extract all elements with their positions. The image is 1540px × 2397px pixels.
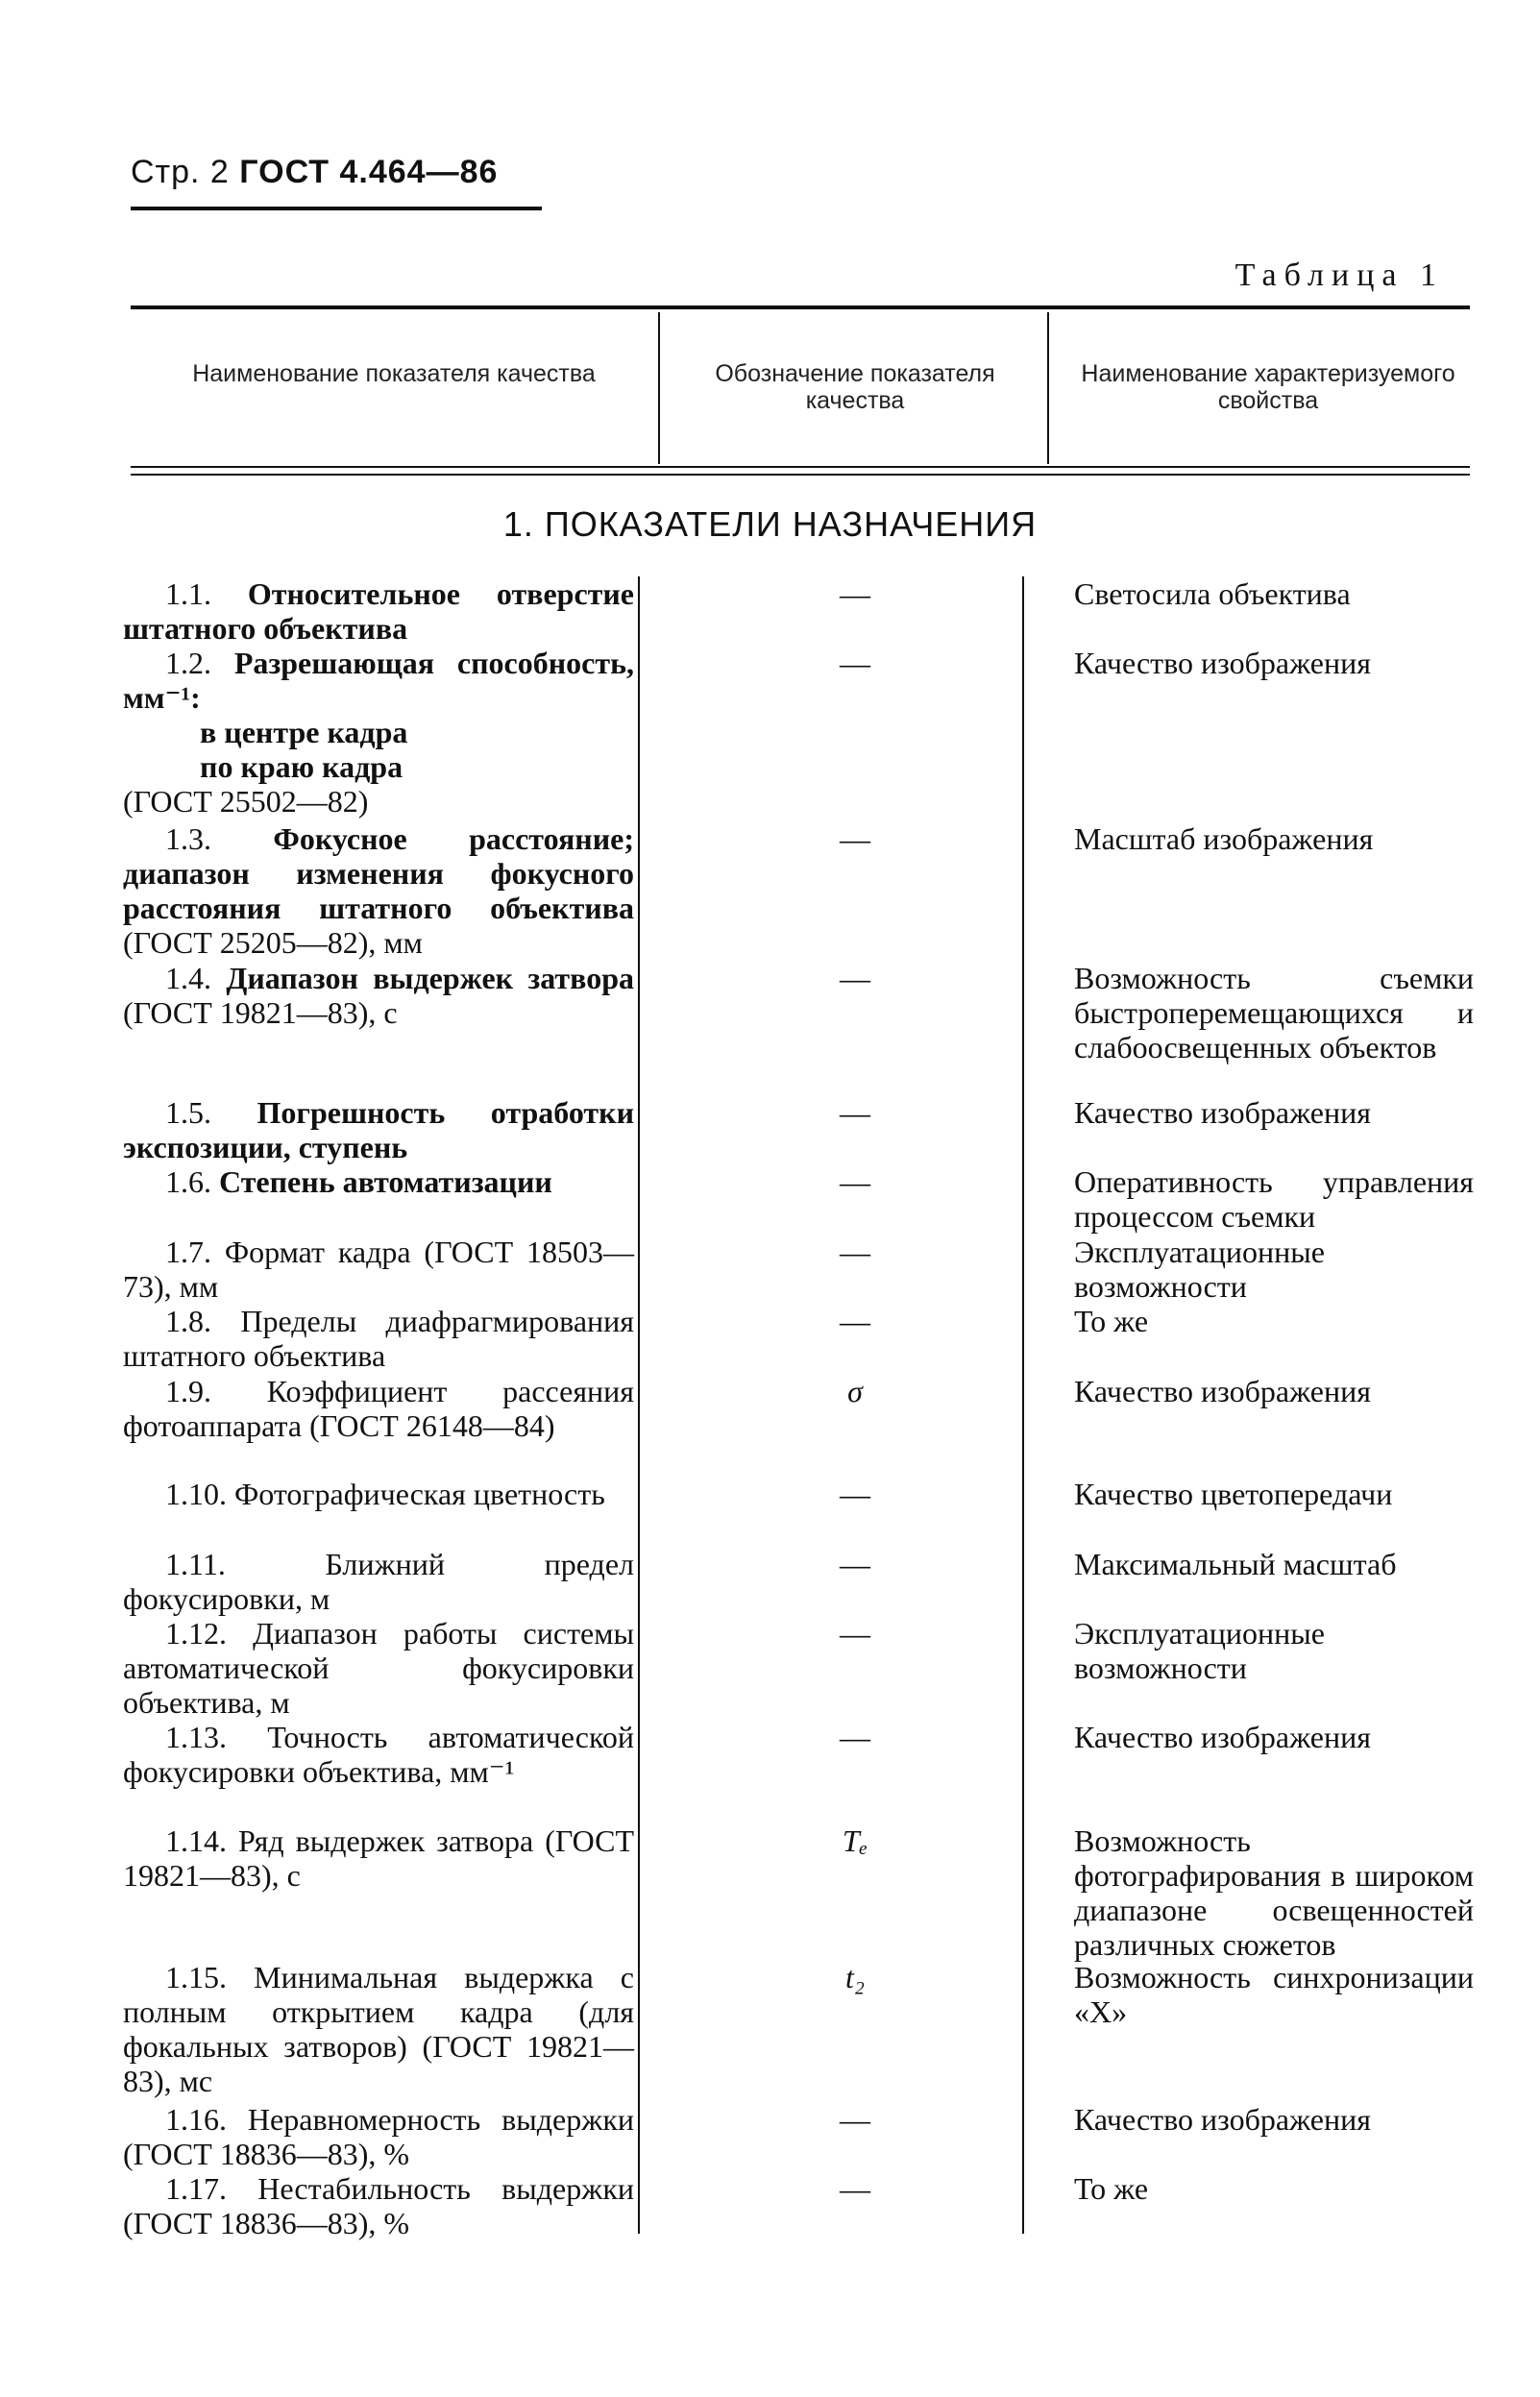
indicator-name-text: (ГОСТ 25205—82), мм [123,925,423,960]
header-divider-1 [658,312,660,464]
indicator-name [123,1095,634,1164]
indicator-name [123,646,634,819]
table-header-rule-1 [131,466,1470,468]
table-label: Таблица 1 [1234,257,1444,293]
indicator-name [123,1235,634,1304]
section-title: 1. ПОКАЗАТЕЛИ НАЗНАЧЕНИЯ [502,504,1038,544]
indicator-symbol: — [840,1304,870,1338]
indicator-name [123,1374,634,1443]
characterized-property: Качество цветопередачи [1074,1477,1393,1511]
indicator-name-text: Неравномерность выдержки (ГОСТ 18836—83), % [123,2102,635,2171]
indicator-name-bold: Диапазон выдержек затвора [226,961,634,995]
indicator-name [123,1477,634,1511]
indicator-name-text: Ближний предел фокусировки, м [123,1547,635,1616]
indicator-symbol: — [840,2171,870,2206]
column-header-property: Наименование характеризуемого свойства [1081,360,1455,414]
indicator-name-text: Минимальная выдержка с полным открытием кадра (для фокальных затворов) (ГОСТ 19821—83), мс [123,1960,634,2098]
indicator-name-text: Пределы диафрагмирования штатного объектива [123,1304,635,1373]
table-header-rule-2 [131,474,1470,476]
characterized-property: Качество изображения [1074,646,1371,680]
indicator-number: 1.5. [165,1095,211,1130]
indicator-name [123,1304,634,1373]
indicator-name [123,2171,634,2240]
indicator-symbol: — [840,576,870,611]
indicator-symbol: — [840,1720,870,1754]
characterized-property: Возможность фотографирования в широком диапазоне освещенностей различных сюжетов [1074,1823,1474,1962]
characterized-property: Светосила объектива [1074,576,1351,611]
indicator-name [123,1720,634,1789]
indicator-name-bold: Относительное отверстие штатного объектива [123,576,635,646]
indicator-number: 1.4. [165,961,211,995]
indicator-name [123,1960,634,2098]
indicator-symbol: — [840,2102,870,2137]
indicator-symbol: — [840,1095,870,1130]
characterized-property: Возможность съемки быстроперемещающихся и слабоосвещенных объектов [1074,961,1474,1064]
page-number: Стр. 2 [131,154,230,190]
characterized-property: Возможность синхронизации «Х» [1074,1960,1474,2029]
indicator-name-text: Коэффициент рассеяния фотоаппарата (ГОСТ 26148—84) [123,1374,635,1443]
indicator-number: 1.13. [165,1720,227,1754]
indicator-number: 1.11. [165,1547,226,1581]
indicator-symbol: — [840,961,870,995]
indicator-symbol: — [840,646,870,680]
indicator-name-text: Точность автоматической фокусировки объектива, мм⁻¹ [123,1720,634,1789]
characterized-property: Качество изображения [1074,1374,1371,1408]
indicator-symbol: — [840,1164,870,1199]
indicator-name-text: Формат кадра (ГОСТ 18503—73), мм [123,1235,634,1304]
indicator-name [123,1823,634,1893]
indicator-name [123,821,634,960]
table-top-rule [131,306,1470,309]
indicator-symbol: Tₑ [842,1823,868,1858]
indicator-number: 1.3. [165,821,211,856]
indicator-symbol: — [840,1477,870,1511]
indicator-symbol: t₂ [844,1960,865,1994]
indicator-symbol: σ [847,1374,863,1408]
indicator-name-text: (ГОСТ 19821—83), с [123,995,398,1030]
indicator-number: 1.14. [165,1823,227,1858]
indicator-symbol: — [840,1616,870,1651]
indicator-name-bold: Степень автоматизации [219,1164,552,1199]
characterized-property: Эксплуатационные возможности [1074,1616,1325,1685]
column-header-symbol: Обозначение показателя качества [715,360,995,414]
indicator-number: 1.9. [165,1374,211,1408]
indicator-name [123,1164,634,1199]
indicator-symbol: — [840,1235,870,1269]
indicator-name [123,576,634,646]
characterized-property: Максимальный масштаб [1074,1547,1397,1581]
indicator-number: 1.1. [165,576,211,611]
indicator-number: 1.8. [165,1304,211,1338]
indicator-number: 1.16. [165,2102,227,2137]
header-underline [131,207,542,210]
page-header [131,154,498,191]
indicator-number: 1.15. [165,1960,227,1994]
characterized-property: Эксплуатационные возможности [1074,1235,1325,1304]
indicator-name-bold: Фокусное расстояние; диапазон изменения фокусного расстояния штатного объектива [123,821,635,925]
characterized-property: Оперативность управления процессом съемки [1074,1164,1474,1234]
indicator-number: 1.6. [165,1164,211,1199]
indicator-name-text: Диапазон работы системы автоматической фокусировки объектива, м [123,1616,635,1720]
characterized-property: Качество изображения [1074,1720,1371,1754]
indicator-reference: (ГОСТ 25502—82) [123,784,369,819]
indicator-number: 1.12. [165,1616,227,1651]
column-divider-1 [638,576,640,2234]
indicator-symbol: — [840,1547,870,1581]
indicator-number: 1.10. [165,1477,227,1511]
characterized-property: Качество изображения [1074,1095,1371,1130]
standard-code: ГОСТ 4.464—86 [239,154,499,190]
indicator-number: 1.2. [165,646,211,680]
indicator-number: 1.17. [165,2171,227,2206]
characterized-property: Качество изображения [1074,2102,1371,2137]
indicator-name [123,961,634,1030]
indicator-subitem: в центре кадра [200,715,408,749]
column-header-name: Наименование показателя качества [192,360,596,387]
characterized-property: Масштаб изображения [1074,821,1374,856]
header-divider-2 [1047,312,1049,464]
indicator-name [123,2102,634,2171]
indicator-name-bold: Погрешность отработки экспозиции, ступень [123,1095,635,1164]
indicator-subitem: по краю кадра [200,749,403,784]
indicator-name-bold: Разрешающая способность, мм⁻¹: [123,646,635,715]
characterized-property: То же [1074,1304,1149,1338]
indicator-number: 1.7. [165,1235,211,1269]
indicator-name-text: Фотографическая цветность [234,1477,605,1511]
indicator-name [123,1616,634,1720]
indicator-name-text: Ряд выдержек затвора (ГОСТ 19821—83), с [123,1823,635,1893]
indicator-name [123,1547,634,1616]
indicator-symbol: — [840,821,870,856]
indicator-name-text: Нестабильность выдержки (ГОСТ 18836—83), % [123,2171,634,2240]
characterized-property: То же [1074,2171,1149,2206]
